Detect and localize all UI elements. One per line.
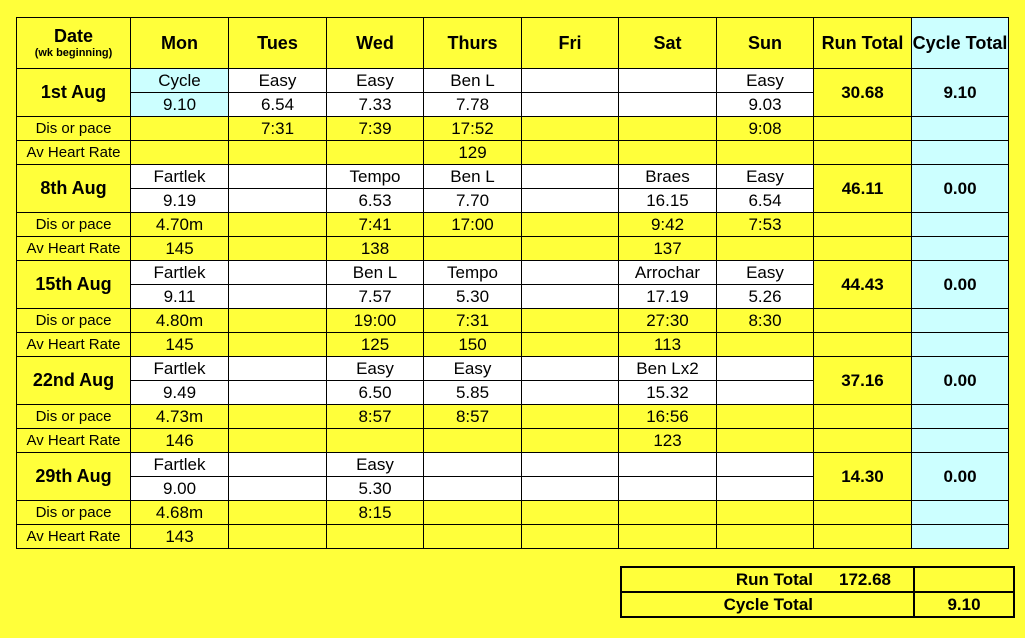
workout-type-wed: Tempo [327, 165, 424, 189]
distance-mon: 9.10 [131, 93, 229, 117]
distance-tues: 6.54 [229, 93, 327, 117]
distance-thurs: 5.30 [424, 285, 522, 309]
heart-rate-wed [327, 429, 424, 453]
heart-rate-wed [327, 525, 424, 549]
day-header-sun: Sun [717, 18, 814, 69]
heart-rate-tues [229, 333, 327, 357]
pace-thurs: 17:00 [424, 213, 522, 237]
heart-rate-fri [522, 429, 619, 453]
grand-totals [620, 566, 1015, 618]
heart-rate-wed [327, 141, 424, 165]
workout-type-sun [717, 453, 814, 477]
pace-sat: 27:30 [619, 309, 717, 333]
workout-type-wed: Easy [327, 357, 424, 381]
run-total-blank [914, 567, 1014, 592]
workout-type-wed: Easy [327, 69, 424, 93]
run-total-value: 172.68 [817, 567, 914, 592]
pace-fri [522, 117, 619, 141]
workout-type-fri [522, 357, 619, 381]
week-type-row [17, 165, 1009, 189]
heart-rate-mon: 146 [131, 429, 229, 453]
week-type-row [17, 453, 1009, 477]
week-hr-row [17, 525, 1009, 549]
distance-fri [522, 189, 619, 213]
workout-type-sat: Braes [619, 165, 717, 189]
heart-rate-tues [229, 429, 327, 453]
hr-run-total-blank [814, 237, 912, 261]
pace-fri [522, 213, 619, 237]
workout-type-fri [522, 453, 619, 477]
pace-fri [522, 501, 619, 525]
pace-wed: 8:57 [327, 405, 424, 429]
pace-tues [229, 213, 327, 237]
heart-rate-wed: 125 [327, 333, 424, 357]
week-hr-row [17, 237, 1009, 261]
week-label: 29th Aug [17, 453, 131, 501]
distance-tues [229, 285, 327, 309]
pace-sat [619, 501, 717, 525]
header-row [17, 18, 1009, 69]
pace-sun: 7:53 [717, 213, 814, 237]
heart-rate-mon [131, 141, 229, 165]
workout-type-tues [229, 453, 327, 477]
week-run-total: 46.11 [814, 165, 912, 213]
workout-type-thurs: Easy [424, 357, 522, 381]
distance-wed: 6.50 [327, 381, 424, 405]
week-type-row [17, 69, 1009, 93]
hr-cycle-total-blank [912, 429, 1009, 453]
heart-rate-sat: 137 [619, 237, 717, 261]
week-cycle-total: 0.00 [912, 453, 1009, 501]
workout-type-tues [229, 357, 327, 381]
distance-fri [522, 477, 619, 501]
run-total-row [621, 567, 1014, 592]
workout-type-mon: Cycle [131, 69, 229, 93]
day-header-fri: Fri [522, 18, 619, 69]
week-run-total: 37.16 [814, 357, 912, 405]
cycle-total-value: 9.10 [914, 592, 1014, 617]
hr-cycle-total-blank [912, 525, 1009, 549]
distance-sat [619, 477, 717, 501]
pace-row-label: Dis or pace [17, 309, 131, 333]
hr-run-total-blank [814, 141, 912, 165]
heart-rate-tues [229, 525, 327, 549]
workout-type-wed: Ben L [327, 261, 424, 285]
heart-rate-wed: 138 [327, 237, 424, 261]
workout-type-mon: Fartlek [131, 165, 229, 189]
hr-cycle-total-blank [912, 333, 1009, 357]
distance-thurs: 7.70 [424, 189, 522, 213]
workout-type-thurs: Tempo [424, 261, 522, 285]
pace-mon: 4.73m [131, 405, 229, 429]
workout-type-fri [522, 165, 619, 189]
workout-type-sun: Easy [717, 261, 814, 285]
week-hr-row [17, 333, 1009, 357]
pace-row-label: Dis or pace [17, 117, 131, 141]
pace-tues [229, 501, 327, 525]
workout-type-tues [229, 261, 327, 285]
distance-sat: 15.32 [619, 381, 717, 405]
distance-sun [717, 381, 814, 405]
week-hr-row [17, 141, 1009, 165]
heart-rate-sat [619, 525, 717, 549]
heart-rate-mon: 145 [131, 237, 229, 261]
day-header-tues: Tues [229, 18, 327, 69]
distance-mon: 9.19 [131, 189, 229, 213]
date-header-sub: (wk beginning) [34, 47, 113, 59]
pace-wed: 7:41 [327, 213, 424, 237]
pace-row-label: Dis or pace [17, 405, 131, 429]
pace-cycle-total-blank [912, 309, 1009, 333]
hr-row-label: Av Heart Rate [17, 141, 131, 165]
week-run-total: 44.43 [814, 261, 912, 309]
cycle-total-label: Cycle Total [621, 592, 817, 617]
pace-run-total-blank [814, 405, 912, 429]
pace-mon: 4.80m [131, 309, 229, 333]
pace-sat [619, 117, 717, 141]
week-run-total: 14.30 [814, 453, 912, 501]
run-total-header: Run Total [814, 18, 912, 69]
pace-wed: 8:15 [327, 501, 424, 525]
week-label: 22nd Aug [17, 357, 131, 405]
week-label: 8th Aug [17, 165, 131, 213]
week-label: 15th Aug [17, 261, 131, 309]
day-header-sat: Sat [619, 18, 717, 69]
pace-sun [717, 405, 814, 429]
heart-rate-tues [229, 237, 327, 261]
distance-sun: 5.26 [717, 285, 814, 309]
heart-rate-thurs [424, 429, 522, 453]
cycle-total-header: Cycle Total [912, 18, 1009, 69]
workout-type-sun [717, 357, 814, 381]
week-cycle-total: 9.10 [912, 69, 1009, 117]
pace-cycle-total-blank [912, 117, 1009, 141]
distance-sun: 6.54 [717, 189, 814, 213]
distance-sun [717, 477, 814, 501]
hr-row-label: Av Heart Rate [17, 429, 131, 453]
week-pace-row [17, 213, 1009, 237]
workout-type-sat [619, 69, 717, 93]
pace-cycle-total-blank [912, 501, 1009, 525]
workout-type-mon: Fartlek [131, 261, 229, 285]
hr-row-label: Av Heart Rate [17, 237, 131, 261]
week-hr-row [17, 429, 1009, 453]
pace-cycle-total-blank [912, 213, 1009, 237]
week-pace-row [17, 309, 1009, 333]
week-type-row [17, 261, 1009, 285]
cycle-total-blank [817, 592, 914, 617]
distance-wed: 7.57 [327, 285, 424, 309]
workout-type-fri [522, 69, 619, 93]
distance-sat [619, 93, 717, 117]
distance-mon: 9.00 [131, 477, 229, 501]
pace-run-total-blank [814, 309, 912, 333]
workout-type-sat: Ben Lx2 [619, 357, 717, 381]
hr-run-total-blank [814, 429, 912, 453]
hr-cycle-total-blank [912, 237, 1009, 261]
week-pace-row [17, 117, 1009, 141]
heart-rate-thurs: 129 [424, 141, 522, 165]
day-header-thurs: Thurs [424, 18, 522, 69]
week-cycle-total: 0.00 [912, 261, 1009, 309]
pace-run-total-blank [814, 117, 912, 141]
heart-rate-sat: 123 [619, 429, 717, 453]
heart-rate-fri [522, 237, 619, 261]
pace-mon: 4.70m [131, 213, 229, 237]
pace-wed: 19:00 [327, 309, 424, 333]
pace-sun [717, 501, 814, 525]
week-run-total: 30.68 [814, 69, 912, 117]
pace-thurs: 17:52 [424, 117, 522, 141]
pace-sat: 9:42 [619, 213, 717, 237]
workout-type-tues: Easy [229, 69, 327, 93]
distance-sat: 16.15 [619, 189, 717, 213]
week-pace-row [17, 405, 1009, 429]
distance-wed: 7.33 [327, 93, 424, 117]
workout-type-mon: Fartlek [131, 453, 229, 477]
heart-rate-sun [717, 141, 814, 165]
heart-rate-thurs [424, 525, 522, 549]
distance-tues [229, 189, 327, 213]
pace-cycle-total-blank [912, 405, 1009, 429]
hr-run-total-blank [814, 525, 912, 549]
heart-rate-sun [717, 525, 814, 549]
heart-rate-fri [522, 333, 619, 357]
heart-rate-sat [619, 141, 717, 165]
hr-row-label: Av Heart Rate [17, 333, 131, 357]
heart-rate-sat: 113 [619, 333, 717, 357]
heart-rate-fri [522, 525, 619, 549]
workout-type-sun: Easy [717, 69, 814, 93]
workout-type-wed: Easy [327, 453, 424, 477]
date-header [17, 18, 131, 69]
workout-type-sat: Arrochar [619, 261, 717, 285]
distance-fri [522, 381, 619, 405]
heart-rate-mon: 143 [131, 525, 229, 549]
hr-row-label: Av Heart Rate [17, 525, 131, 549]
pace-tues [229, 309, 327, 333]
pace-thurs [424, 501, 522, 525]
pace-tues: 7:31 [229, 117, 327, 141]
workout-type-thurs [424, 453, 522, 477]
hr-run-total-blank [814, 333, 912, 357]
distance-mon: 9.11 [131, 285, 229, 309]
distance-tues [229, 381, 327, 405]
distance-wed: 5.30 [327, 477, 424, 501]
heart-rate-sun [717, 429, 814, 453]
heart-rate-sun [717, 237, 814, 261]
distance-sat: 17.19 [619, 285, 717, 309]
training-log-table [16, 17, 1009, 549]
distance-tues [229, 477, 327, 501]
pace-run-total-blank [814, 213, 912, 237]
week-cycle-total: 0.00 [912, 165, 1009, 213]
run-total-label: Run Total [621, 567, 817, 592]
distance-wed: 6.53 [327, 189, 424, 213]
workout-type-fri [522, 261, 619, 285]
week-cycle-total: 0.00 [912, 357, 1009, 405]
pace-row-label: Dis or pace [17, 213, 131, 237]
workout-type-sat [619, 453, 717, 477]
pace-mon: 4.68m [131, 501, 229, 525]
pace-wed: 7:39 [327, 117, 424, 141]
workout-type-thurs: Ben L [424, 69, 522, 93]
hr-cycle-total-blank [912, 141, 1009, 165]
week-pace-row [17, 501, 1009, 525]
week-label: 1st Aug [17, 69, 131, 117]
heart-rate-mon: 145 [131, 333, 229, 357]
pace-thurs: 7:31 [424, 309, 522, 333]
date-header-label: Date [53, 26, 93, 46]
pace-mon [131, 117, 229, 141]
distance-sun: 9.03 [717, 93, 814, 117]
distance-fri [522, 93, 619, 117]
pace-thurs: 8:57 [424, 405, 522, 429]
distance-fri [522, 285, 619, 309]
pace-row-label: Dis or pace [17, 501, 131, 525]
pace-sun: 9:08 [717, 117, 814, 141]
day-header-wed: Wed [327, 18, 424, 69]
workout-type-tues [229, 165, 327, 189]
heart-rate-fri [522, 141, 619, 165]
pace-fri [522, 309, 619, 333]
pace-run-total-blank [814, 501, 912, 525]
cycle-total-row [621, 592, 1014, 617]
distance-thurs: 5.85 [424, 381, 522, 405]
day-header-mon: Mon [131, 18, 229, 69]
pace-sun: 8:30 [717, 309, 814, 333]
heart-rate-sun [717, 333, 814, 357]
pace-fri [522, 405, 619, 429]
week-type-row [17, 357, 1009, 381]
distance-thurs: 7.78 [424, 93, 522, 117]
heart-rate-thurs: 150 [424, 333, 522, 357]
workout-type-mon: Fartlek [131, 357, 229, 381]
distance-thurs [424, 477, 522, 501]
workout-type-thurs: Ben L [424, 165, 522, 189]
heart-rate-tues [229, 141, 327, 165]
pace-sat: 16:56 [619, 405, 717, 429]
heart-rate-thurs [424, 237, 522, 261]
workout-type-sun: Easy [717, 165, 814, 189]
distance-mon: 9.49 [131, 381, 229, 405]
pace-tues [229, 405, 327, 429]
